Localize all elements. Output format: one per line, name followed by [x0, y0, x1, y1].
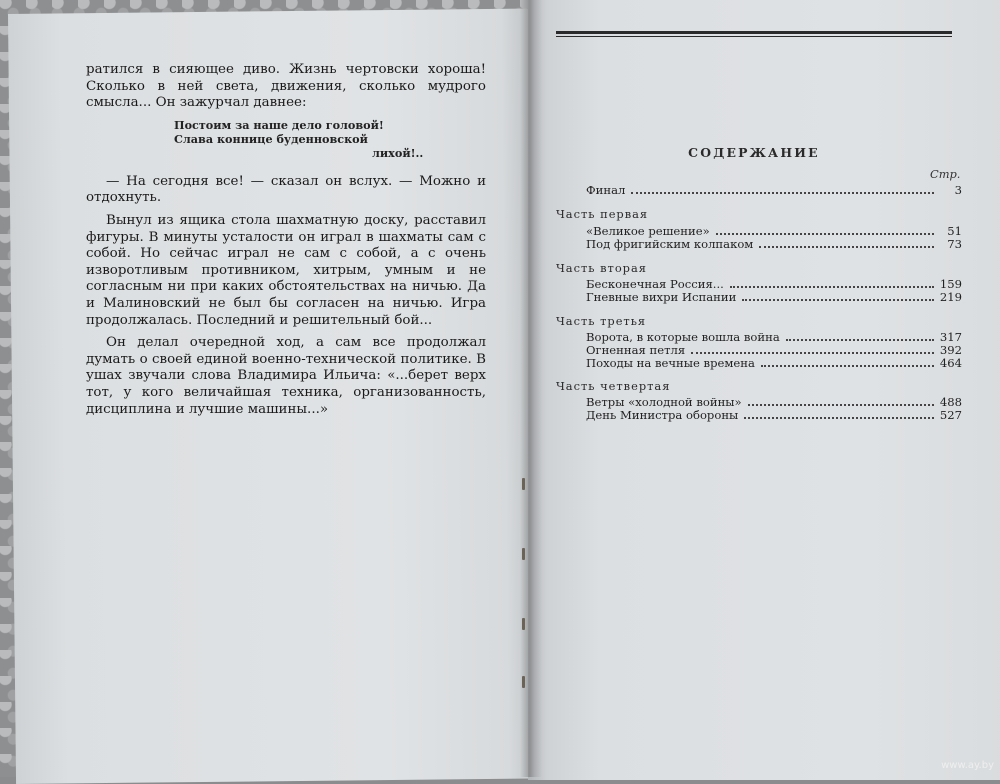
- toc-entry-title: Огненная петля: [586, 343, 686, 357]
- book-spine: [520, 0, 542, 777]
- toc-entry-page: 317: [939, 330, 962, 344]
- watermark: www.ay.by: [941, 760, 994, 771]
- leader-dots: [691, 351, 934, 354]
- toc-entry[interactable]: [586, 290, 962, 304]
- toc-entry[interactable]: [586, 183, 962, 197]
- toc-entry[interactable]: [586, 277, 962, 291]
- toc-entry-page: 3: [954, 183, 962, 197]
- toc-entry-title: «Великое решение»: [586, 224, 710, 238]
- toc-entry[interactable]: [586, 395, 962, 409]
- binding-stitch: [522, 548, 525, 560]
- leader-dots: [716, 232, 934, 235]
- toc-entry[interactable]: [586, 343, 962, 357]
- binding-stitch: [522, 478, 525, 490]
- toc-entry-title: Ворота, в которые вошла война: [586, 330, 780, 344]
- toc-entry[interactable]: [586, 224, 962, 238]
- left-page-text: [86, 62, 486, 418]
- toc-entry-page: 51: [947, 224, 962, 238]
- toc-entry-page: 527: [939, 408, 962, 422]
- toc-entry-page: 392: [939, 343, 962, 357]
- verse: [174, 118, 486, 160]
- verse-line: Постоим за наше дело головой!: [174, 117, 384, 132]
- paragraph: — На сегодня все! — сказал он вслух. — Можно и отдохнуть.: [86, 173, 486, 206]
- leader-dots: [730, 285, 934, 288]
- toc-entry-title: Гневные вихри Испании: [586, 290, 737, 304]
- leader-dots: [761, 364, 934, 367]
- toc-entry-page: 219: [939, 290, 962, 304]
- paragraph: Вынул из ящика стола шахматную доску, расставил фигуры. В минуты усталости он играл в шахматы сам с собой. Но сейчас играл не сам с собой, а с очень изворотливым противником, хитрым, умным и не согласным ни при каких обстоятельствах на ничью. Да и Малиновский не был бы согласен на ничью. Игра продолжалась. Последний и решительный бой...: [86, 212, 486, 328]
- toc-entry[interactable]: [586, 330, 962, 344]
- page-column-label: Стр.: [930, 167, 961, 181]
- paragraph: Он делал очередной ход, а сам все продолжал думать о своей единой военно-технической политике. В ушах звучали слова Владимира Ильича: «...берет верх тот, у кого величайшая техника, организованность, дисциплина и лучшие машины...»: [86, 335, 486, 417]
- toc-part-heading: Часть четвертая: [556, 379, 671, 393]
- toc-entry[interactable]: [586, 408, 962, 422]
- leader-dots: [631, 191, 934, 194]
- verse-line: лихой!..: [372, 145, 424, 160]
- toc-entry-title: Походы на вечные времена: [586, 356, 755, 370]
- toc-entry-page: 488: [939, 395, 962, 409]
- leader-dots: [742, 298, 934, 301]
- toc-part-heading: Часть третья: [556, 314, 647, 328]
- toc-entry-title: Бесконечная Россия...: [586, 277, 724, 291]
- header-rule: [556, 31, 952, 37]
- toc-entry-title: День Министра обороны: [586, 408, 739, 422]
- toc-entry[interactable]: [586, 237, 962, 251]
- toc-entry-page: 464: [939, 356, 962, 370]
- toc-entry-title: Под фригийским колпаком: [586, 237, 754, 251]
- toc-part-heading: Часть первая: [556, 207, 649, 221]
- verse-line: Слава коннице буденновской: [174, 131, 368, 146]
- leader-dots: [786, 338, 934, 341]
- leader-dots: [759, 245, 934, 248]
- toc-entry-page: 159: [939, 277, 962, 291]
- binding-stitch: [522, 618, 525, 630]
- toc-entry[interactable]: [586, 356, 962, 370]
- leader-dots: [748, 403, 934, 406]
- paragraph: ратился в сияющее диво. Жизнь чертовски хороша! Сколько в ней света, движения, сколько мудрого смысла... Он зажурчал давнее:: [86, 62, 486, 111]
- binding-stitch: [522, 676, 525, 688]
- toc-entry-page: 73: [947, 237, 962, 251]
- toc-entry-title: Финал: [586, 183, 626, 197]
- toc-title: СОДЕРЖАНИЕ: [688, 145, 820, 160]
- toc-part-heading: Часть вторая: [556, 261, 647, 275]
- toc-entry-title: Ветры «холодной войны»: [586, 395, 742, 409]
- leader-dots: [744, 416, 934, 419]
